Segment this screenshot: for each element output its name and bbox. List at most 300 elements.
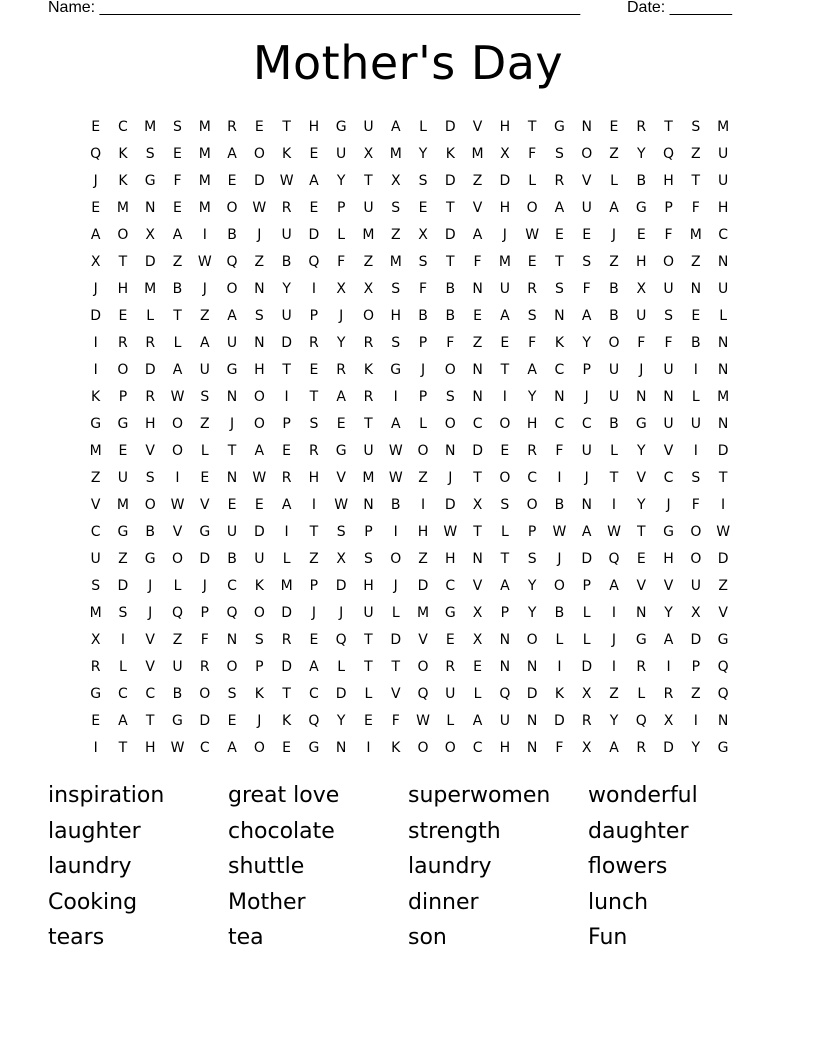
grid-letter: G (635, 632, 647, 648)
grid-letter: C (472, 416, 483, 432)
grid-letter: U (663, 362, 674, 378)
grid-letter: X (691, 605, 701, 621)
grid-letter: W (388, 443, 403, 459)
grid-letter: N (636, 605, 647, 621)
grid-letter: L (555, 632, 564, 648)
header (48, 0, 748, 20)
grid-letter: M (362, 227, 375, 243)
grid-letter: S (200, 389, 210, 405)
grid-letter: H (308, 119, 320, 135)
grid-letter: H (144, 416, 156, 432)
grid-letter: F (582, 281, 591, 297)
word-list-item: inspiration (48, 783, 165, 808)
grid-letter: L (446, 713, 455, 729)
grid-letter: K (254, 686, 264, 702)
grid-letter: G (635, 200, 647, 216)
grid-letter: A (172, 362, 183, 378)
grid-row (82, 384, 737, 411)
grid-letter: P (527, 524, 537, 540)
grid-letter: B (609, 308, 619, 324)
grid-letter: V (636, 578, 647, 594)
grid-letter: B (554, 497, 565, 513)
grid-row (82, 492, 737, 519)
grid-letter: F (200, 632, 209, 648)
grid-letter: J (611, 227, 617, 243)
grid-letter: J (311, 605, 316, 621)
grid-letter: I (120, 632, 125, 648)
grid-letter: G (444, 605, 456, 621)
grid-letter: W (170, 389, 185, 405)
grid-letter: D (281, 335, 292, 351)
grid-row (82, 654, 737, 681)
grid-letter: O (444, 740, 456, 756)
grid-letter: X (145, 227, 155, 243)
grid-letter: O (253, 740, 265, 756)
grid-letter: A (336, 389, 346, 405)
grid-letter: N (499, 632, 511, 648)
grid-letter: K (118, 173, 128, 189)
grid-letter: U (663, 416, 674, 432)
grid-letter: D (308, 227, 320, 243)
grid-letter: X (663, 713, 674, 729)
grid-letter: W (416, 713, 430, 729)
grid-letter: A (527, 362, 537, 378)
grid-row (82, 546, 737, 573)
grid-letter: R (281, 200, 292, 216)
grid-letter: C (145, 686, 156, 702)
grid-letter: S (309, 416, 319, 432)
grid-row (82, 735, 737, 762)
grid-letter: G (335, 443, 347, 459)
grid-letter: E (636, 551, 646, 567)
grid-letter: D (444, 497, 456, 513)
grid-letter: C (309, 686, 319, 702)
grid-letter: B (418, 308, 428, 324)
grid-row (82, 195, 737, 222)
grid-letter: S (91, 578, 101, 594)
grid-letter: U (445, 686, 456, 702)
grid-letter: A (390, 119, 401, 135)
grid-letter: M (198, 200, 211, 216)
grid-letter: A (663, 632, 674, 648)
grid-letter: I (502, 389, 507, 405)
grid-letter: H (308, 470, 320, 486)
grid-letter: X (90, 632, 101, 648)
grid-letter: Z (609, 254, 619, 270)
grid-letter: O (144, 497, 156, 513)
grid-letter: I (557, 470, 562, 486)
grid-letter: J (639, 362, 644, 378)
word-list-item: flowers (588, 854, 668, 879)
grid-letter: I (693, 713, 698, 729)
grid-letter: R (309, 443, 319, 459)
grid-letter: E (309, 146, 319, 162)
grid-letter: L (337, 227, 346, 243)
grid-letter: L (146, 308, 155, 324)
grid-letter: J (148, 578, 153, 594)
grid-letter: S (364, 551, 373, 567)
grid-letter: G (663, 524, 674, 540)
grid-letter: L (610, 173, 618, 189)
grid-letter: M (416, 605, 430, 621)
grid-letter: O (444, 416, 456, 432)
grid-letter: E (636, 227, 646, 243)
grid-letter: O (253, 146, 265, 162)
grid-letter: R (145, 335, 156, 351)
grid-letter: O (253, 389, 265, 405)
grid-letter: L (610, 443, 618, 459)
grid-letter: I (311, 281, 316, 297)
grid-letter: D (444, 173, 456, 189)
grid-letter: Q (417, 686, 429, 702)
grid-letter: G (553, 119, 565, 135)
grid-letter: H (390, 308, 401, 324)
grid-letter: E (227, 173, 237, 189)
grid-letter: U (117, 470, 129, 486)
grid-letter: N (690, 281, 702, 297)
grid-letter: A (609, 578, 619, 594)
grid-letter: V (636, 470, 647, 486)
grid-row (82, 465, 737, 492)
grid-letter: K (554, 335, 565, 351)
grid-letter: R (527, 281, 537, 297)
grid-letter: A (472, 227, 483, 243)
grid-letter: D (253, 173, 265, 189)
grid-letter: E (118, 443, 128, 459)
grid-letter: A (309, 659, 319, 675)
grid-letter: H (717, 200, 729, 216)
grid-letter: E (91, 119, 101, 135)
grid-letter: W (334, 497, 349, 513)
grid-letter: Z (472, 173, 483, 189)
grid-letter: J (257, 713, 262, 729)
grid-letter: Y (691, 740, 701, 756)
grid-letter: R (636, 740, 647, 756)
grid-letter: V (472, 578, 483, 594)
grid-letter: N (717, 416, 729, 432)
grid-row (82, 330, 737, 357)
grid-letter: U (90, 551, 101, 567)
grid-letter: M (717, 119, 730, 135)
grid-letter: J (339, 308, 344, 324)
grid-letter: G (308, 740, 320, 756)
grid-letter: A (118, 713, 128, 729)
grid-letter: I (93, 740, 98, 756)
word-list-item: lunch (588, 889, 649, 915)
grid-row (82, 573, 737, 600)
grid-letter: R (363, 335, 374, 351)
grid-letter: U (226, 524, 238, 540)
grid-letter: E (554, 227, 564, 243)
grid-letter: S (254, 632, 264, 648)
grid-letter: Z (118, 551, 128, 567)
grid-letter: X (472, 632, 483, 648)
grid-row (82, 222, 737, 249)
word-list-item: Mother (228, 889, 306, 915)
grid-letter: W (170, 740, 185, 756)
grid-letter: N (663, 389, 674, 405)
grid-letter: U (581, 200, 592, 216)
grid-letter: U (226, 335, 238, 351)
grid-letter: I (611, 497, 617, 513)
grid-letter: C (199, 740, 210, 756)
grid-letter: O (417, 443, 429, 459)
grid-letter: U (363, 119, 374, 135)
grid-letter: A (390, 416, 401, 432)
grid-letter: V (663, 443, 674, 459)
grid-letter: M (198, 173, 211, 189)
grid-letter: S (445, 389, 455, 405)
grid-letter: X (581, 740, 592, 756)
grid-letter: S (145, 470, 155, 486)
grid-letter: F (637, 335, 646, 351)
grid-letter: W (607, 524, 621, 540)
grid-letter: C (445, 578, 456, 594)
grid-letter: T (446, 200, 455, 216)
grid-letter: X (363, 146, 374, 162)
grid-letter: Z (691, 146, 701, 162)
grid-letter: C (663, 470, 674, 486)
grid-letter: O (171, 416, 183, 432)
word-list-item: great love (228, 783, 340, 808)
grid-letter: J (584, 389, 589, 405)
grid-letter: P (582, 578, 591, 594)
grid-letter: R (663, 686, 674, 702)
grid-letter: W (525, 227, 540, 243)
grid-letter: N (472, 389, 483, 405)
grid-letter: A (472, 713, 483, 729)
grid-letter: K (363, 362, 374, 378)
grid-letter: F (173, 173, 182, 189)
grid-letter: S (418, 254, 428, 270)
grid-letter: N (526, 713, 538, 729)
grid-letter: R (199, 659, 210, 675)
grid-letter: E (582, 227, 592, 243)
grid-letter: E (282, 443, 292, 459)
grid-letter: O (608, 335, 620, 351)
grid-letter: A (500, 578, 510, 594)
grid-letter: N (254, 335, 265, 351)
word-list-item: tears (48, 925, 105, 950)
grid-letter: T (309, 524, 319, 540)
puzzle-title: Mother's Day (252, 36, 564, 90)
grid-letter: W (388, 470, 403, 486)
grid-letter: S (691, 119, 701, 135)
grid-letter: C (718, 227, 728, 243)
grid-letter: H (417, 524, 429, 540)
grid-letter: X (500, 146, 510, 162)
grid-letter: X (472, 605, 483, 621)
grid-letter: I (366, 740, 371, 756)
grid-letter: W (197, 254, 212, 270)
grid-letter: H (663, 551, 674, 567)
grid-letter: U (172, 659, 183, 675)
grid-letter: D (717, 551, 729, 567)
grid-letter: A (581, 308, 592, 324)
grid-letter: G (144, 551, 156, 567)
word-list-item: chocolate (228, 818, 335, 844)
grid-row (82, 276, 737, 303)
grid-letter: X (390, 173, 401, 189)
grid-letter: O (690, 551, 702, 567)
grid-letter: V (145, 659, 155, 675)
grid-letter: D (690, 632, 702, 648)
grid-letter: E (691, 308, 701, 324)
name-field-label: Name: ______________________________________________________ (48, 0, 581, 16)
grid-letter: Q (308, 254, 320, 270)
grid-letter: U (199, 362, 210, 378)
grid-letter: Y (527, 578, 537, 594)
grid-letter: Q (499, 686, 511, 702)
grid-letter: N (335, 740, 347, 756)
grid-letter: E (200, 470, 210, 486)
grid-row (82, 303, 737, 330)
grid-letter: E (173, 146, 182, 162)
grid-letter: T (364, 659, 373, 675)
grid-letter: I (393, 389, 398, 405)
grid-letter: W (252, 200, 267, 216)
grid-letter: C (118, 119, 128, 135)
grid-letter: T (282, 362, 291, 378)
grid-letter: O (690, 524, 702, 540)
grid-letter: M (116, 497, 129, 513)
grid-letter: E (173, 200, 182, 216)
grid-letter: I (202, 227, 207, 243)
grid-letter: V (472, 119, 483, 135)
grid-letter: S (227, 686, 237, 702)
grid-letter: D (144, 362, 156, 378)
grid-letter: C (472, 740, 483, 756)
grid-letter: E (227, 497, 237, 513)
grid-letter: Q (226, 605, 238, 621)
grid-letter: V (145, 632, 155, 648)
grid-letter: I (93, 362, 98, 378)
grid-letter: B (390, 497, 401, 513)
grid-letter: C (90, 524, 101, 540)
grid-letter: W (252, 470, 267, 486)
grid-row (82, 411, 737, 438)
grid-letter: F (473, 254, 482, 270)
grid-letter: O (663, 254, 675, 270)
grid-letter: L (719, 308, 728, 324)
grid-letter: P (418, 335, 428, 351)
grid-letter: Z (254, 254, 265, 270)
grid-letter: T (118, 740, 128, 756)
grid-letter: T (555, 254, 564, 270)
grid-letter: L (173, 335, 182, 351)
grid-letter: B (281, 254, 292, 270)
grid-letter: H (663, 173, 674, 189)
grid-letter: S (391, 335, 401, 351)
word-list-item: dinner (408, 889, 479, 915)
grid-letter: N (717, 335, 729, 351)
grid-letter: Y (282, 281, 291, 297)
grid-letter: N (581, 119, 592, 135)
grid-letter: O (581, 146, 593, 162)
grid-row (82, 519, 737, 546)
grid-letter: T (691, 173, 701, 189)
word-list-item: wonderful (588, 783, 698, 808)
grid-letter: L (419, 119, 427, 135)
grid-letter: S (145, 146, 155, 162)
grid-letter: T (473, 470, 482, 486)
grid-letter: E (473, 308, 482, 324)
grid-letter: D (444, 227, 456, 243)
grid-letter: I (311, 497, 316, 513)
grid-letter: A (309, 173, 319, 189)
word-list-item: tea (228, 925, 264, 950)
grid-letter: V (90, 497, 101, 513)
grid-letter: T (282, 119, 291, 135)
word-list-item: daughter (588, 818, 689, 844)
grid-letter: Q (171, 605, 183, 621)
grid-letter: V (199, 497, 210, 513)
grid-letter: O (171, 443, 183, 459)
grid-letter: R (336, 362, 347, 378)
grid-letter: N (526, 740, 538, 756)
grid-letter: M (280, 578, 293, 594)
grid-letter: Q (663, 146, 675, 162)
grid-letter: T (364, 173, 373, 189)
grid-letter: E (91, 200, 101, 216)
grid-letter: D (554, 713, 565, 729)
grid-letter: L (364, 686, 373, 702)
grid-letter: R (281, 470, 292, 486)
grid-letter: T (446, 254, 455, 270)
grid-letter: U (254, 551, 265, 567)
grid-letter: C (581, 416, 592, 432)
grid-letter: B (172, 281, 183, 297)
letter-grid (82, 114, 737, 762)
grid-letter: F (555, 443, 564, 459)
grid-letter: T (309, 389, 319, 405)
grid-letter: H (117, 281, 129, 297)
grid-letter: I (93, 335, 98, 351)
grid-letter: N (526, 659, 538, 675)
grid-letter: U (717, 146, 729, 162)
grid-letter: M (116, 200, 129, 216)
grid-letter: P (364, 524, 373, 540)
grid-letter: Y (664, 605, 673, 621)
grid-letter: Z (691, 254, 701, 270)
grid-letter: E (227, 713, 237, 729)
grid-letter: D (581, 659, 593, 675)
grid-letter: D (663, 740, 674, 756)
grid-letter: R (309, 335, 319, 351)
grid-letter: U (636, 308, 647, 324)
grid-letter: O (444, 362, 456, 378)
grid-letter: C (527, 470, 538, 486)
grid-letter: E (418, 200, 428, 216)
grid-letter: J (557, 551, 562, 567)
grid-letter: D (581, 551, 593, 567)
grid-letter: V (581, 173, 592, 189)
grid-letter: P (255, 659, 264, 675)
grid-letter: A (90, 227, 101, 243)
grid-letter: T (718, 470, 728, 486)
grid-letter: Y (418, 146, 428, 162)
grid-letter: N (554, 308, 565, 324)
grid-row (82, 708, 737, 735)
grid-letter: T (609, 470, 619, 486)
grid-letter: O (253, 416, 265, 432)
grid-letter: G (199, 524, 211, 540)
grid-letter: A (199, 335, 210, 351)
grid-letter: C (118, 686, 128, 702)
grid-letter: S (254, 308, 264, 324)
grid-letter: S (554, 281, 564, 297)
grid-letter: V (390, 686, 401, 702)
